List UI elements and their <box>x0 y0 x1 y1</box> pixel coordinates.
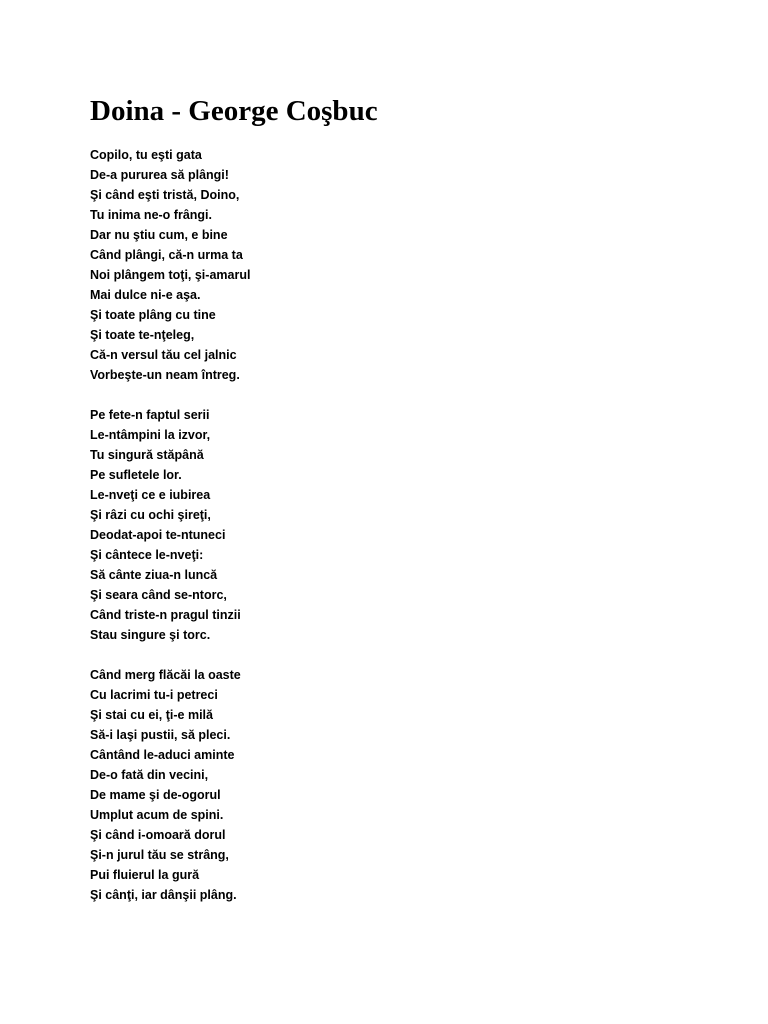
verse-line: Noi plângem toţi, şi-amarul <box>90 268 251 282</box>
verse-line: Copilo, tu eşti gata <box>90 148 202 162</box>
stanza-2 <box>90 405 690 645</box>
verse-line: Şi stai cu ei, ţi-e milă <box>90 708 213 722</box>
verse-line: Să-i laşi pustii, să pleci. <box>90 728 231 742</box>
verse-line: Să cânte ziua-n luncă <box>90 568 218 582</box>
verse-line: Pe fete-n faptul serii <box>90 408 210 422</box>
verse-line: Şi toate te-nţeleg, <box>90 328 195 342</box>
verse-line: Le-ntâmpini la izvor, <box>90 428 211 442</box>
verse-line: Stau singure şi torc. <box>90 628 211 642</box>
verse-line: Pe sufletele lor. <box>90 468 182 482</box>
verse-line: Pui fluierul la gură <box>90 868 200 882</box>
verse-line: Umplut acum de spini. <box>90 808 224 822</box>
verse-line: De-o fată din vecini, <box>90 768 209 782</box>
verse-line: Şi toate plâng cu tine <box>90 308 216 322</box>
verse-line: De mame şi de-ogorul <box>90 788 221 802</box>
verse-line: Cântând le-aduci aminte <box>90 748 235 762</box>
stanza-3 <box>90 665 690 905</box>
stanza-1 <box>90 145 690 385</box>
verse-line: Când plângi, că-n urma ta <box>90 248 243 262</box>
verse-line: Că-n versul tău cel jalnic <box>90 348 237 362</box>
verse-line: Vorbeşte-un neam întreg. <box>90 368 240 382</box>
verse-line: Dar nu ştiu cum, e bine <box>90 228 228 242</box>
verse-line: Cu lacrimi tu-i petreci <box>90 688 218 702</box>
verse-line: Tu inima ne-o frângi. <box>90 208 212 222</box>
verse-line: Şi când eşti tristă, Doino, <box>90 188 240 202</box>
verse-line: Şi cântece le-nveţi: <box>90 548 204 562</box>
verse-line: Şi când i-omoară dorul <box>90 828 226 842</box>
verse-line: De-a pururea să plângi! <box>90 168 229 182</box>
verse-line: Când merg flăcăi la oaste <box>90 668 241 682</box>
poem-body <box>90 145 690 925</box>
verse-line: Când triste-n pragul tinzii <box>90 608 241 622</box>
verse-line: Şi seara când se-ntorc, <box>90 588 227 602</box>
poem-title: Doina - George Coşbuc <box>90 95 378 127</box>
verse-line: Şi-n jurul tău se strâng, <box>90 848 229 862</box>
verse-line: Şi cânţi, iar dânşii plâng. <box>90 888 237 902</box>
verse-line: Tu singură stăpână <box>90 448 204 462</box>
verse-line: Deodat-apoi te-ntuneci <box>90 528 226 542</box>
verse-line: Le-nveţi ce e iubirea <box>90 488 211 502</box>
verse-line: Mai dulce ni-e aşa. <box>90 288 201 302</box>
verse-line: Şi râzi cu ochi şireţi, <box>90 508 211 522</box>
